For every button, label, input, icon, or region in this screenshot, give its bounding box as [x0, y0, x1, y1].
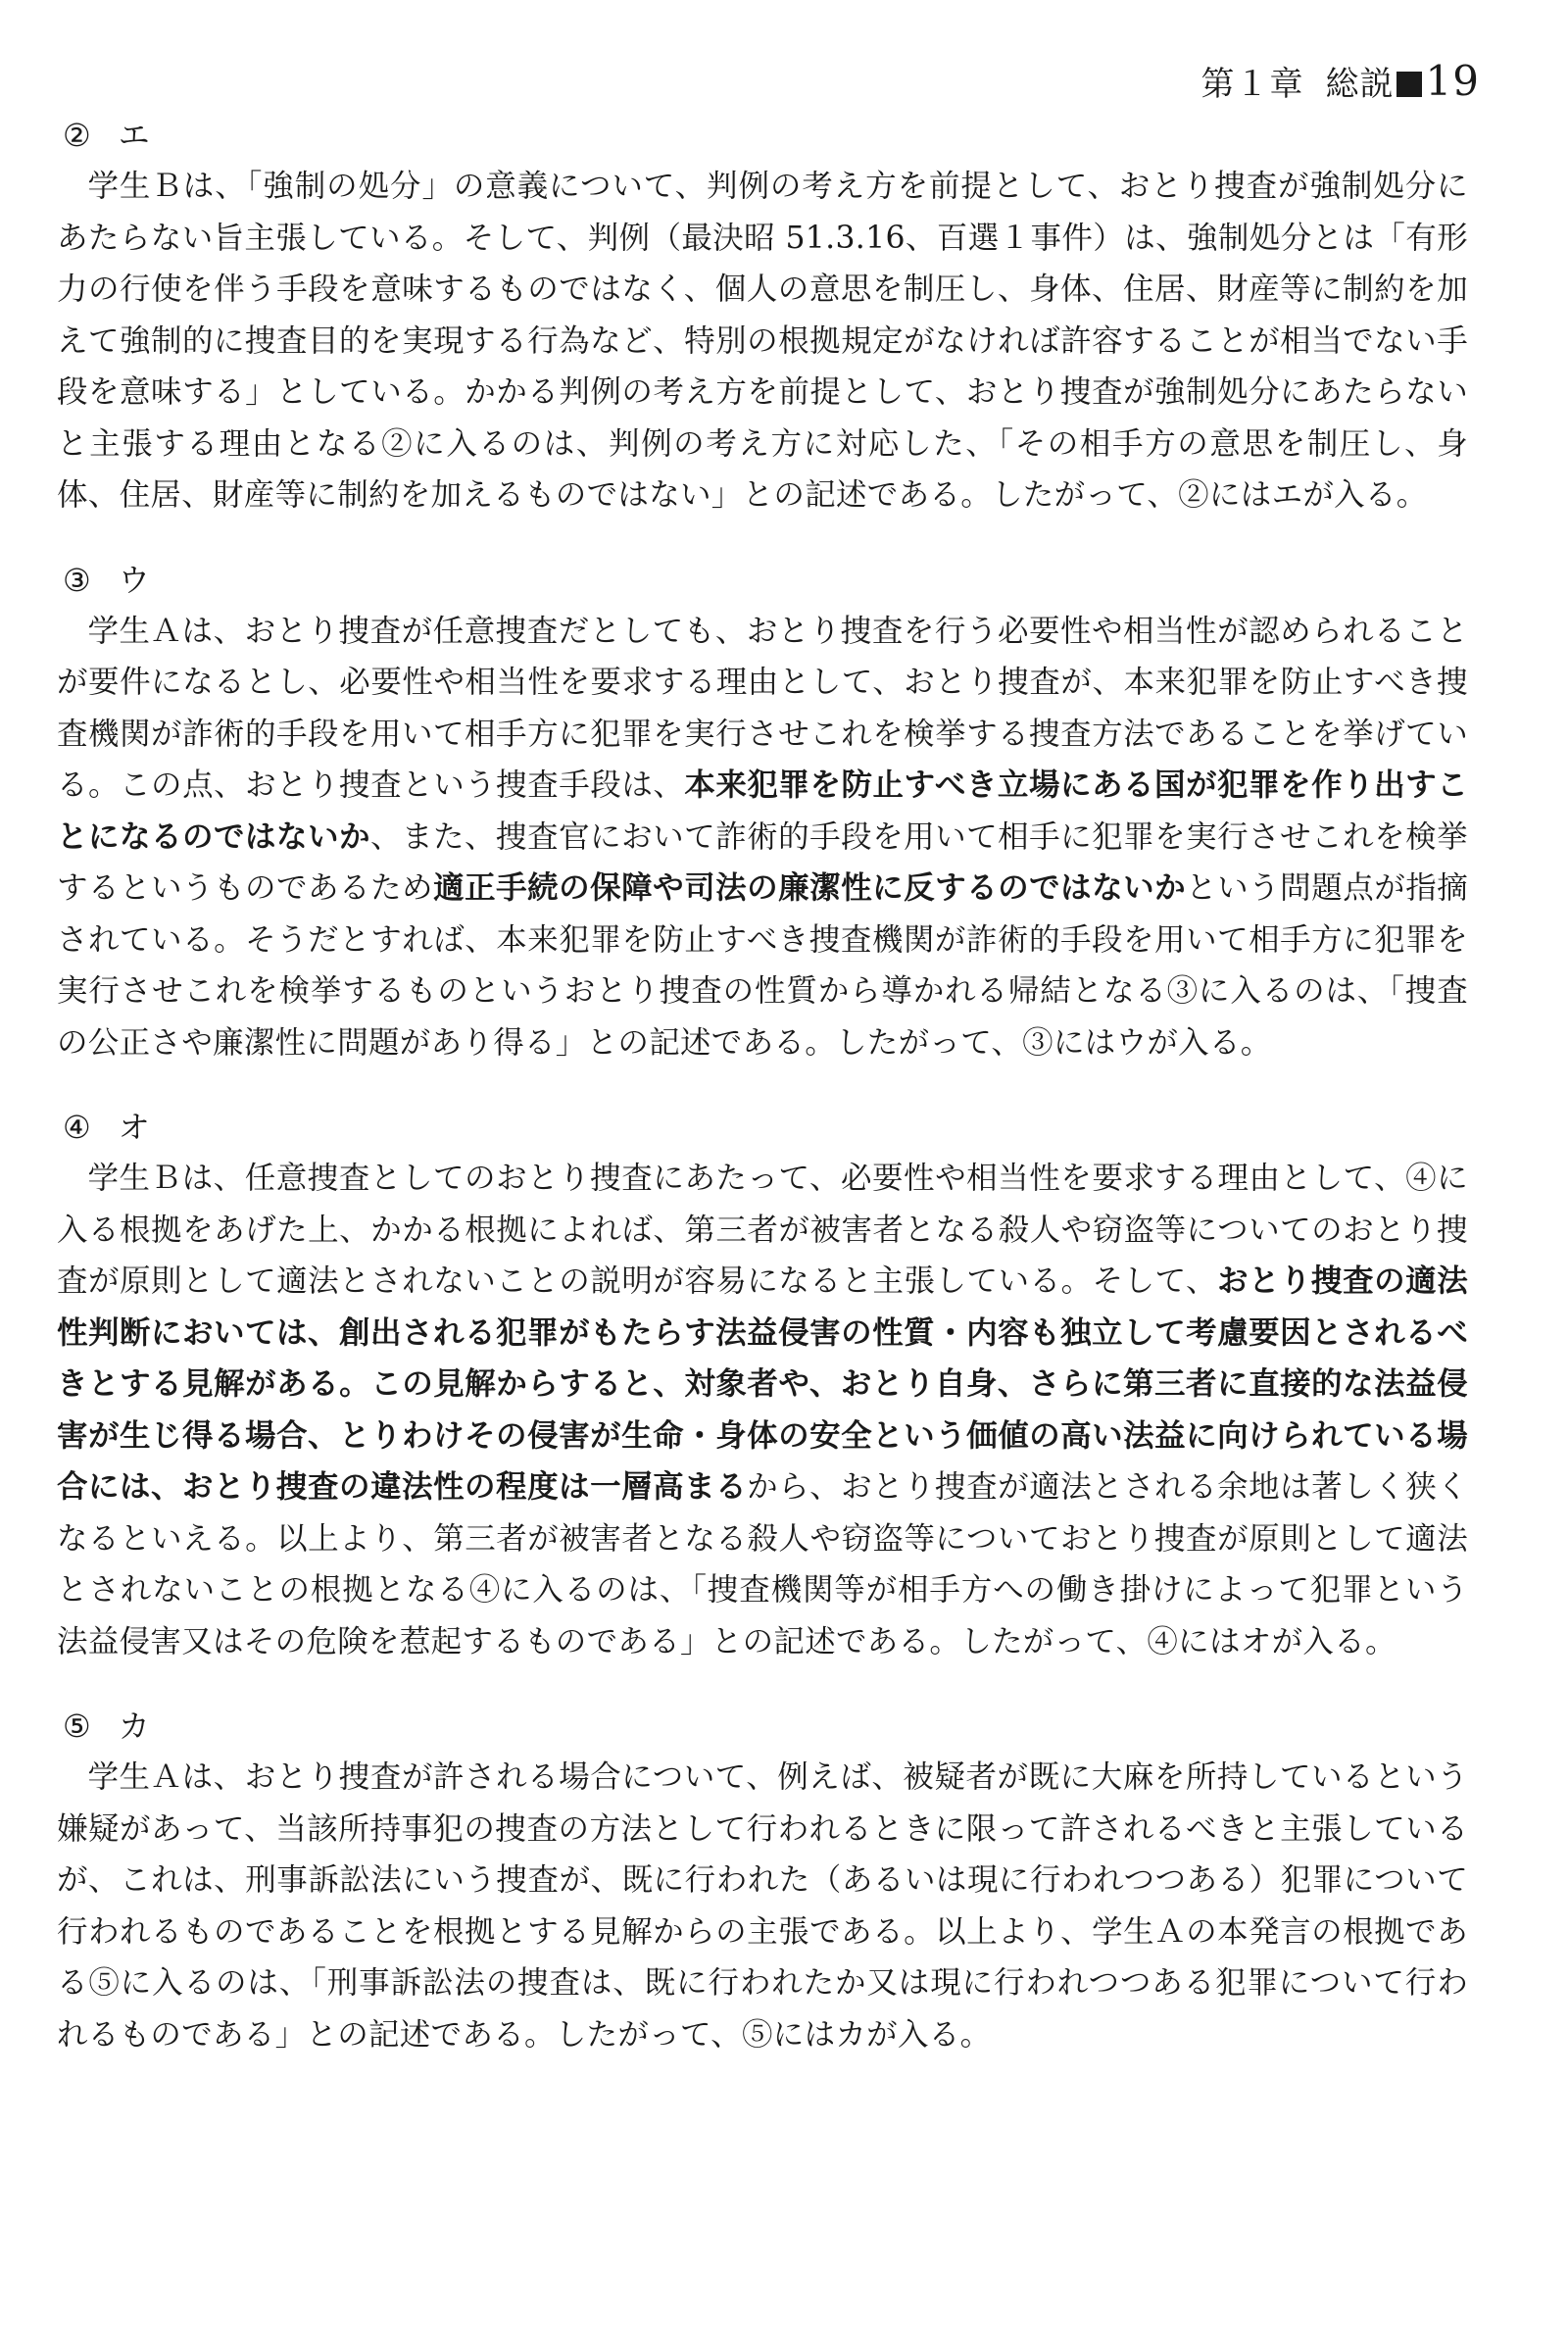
section-number: ④ — [63, 1109, 91, 1146]
section-answer: エ — [118, 117, 150, 154]
answer-section-5 — [57, 1701, 1468, 2060]
running-header — [1201, 57, 1480, 105]
page-number: 19 — [1425, 57, 1480, 105]
answer-section-4 — [57, 1102, 1468, 1667]
section-answer: ウ — [118, 561, 150, 599]
section-number: ⑤ — [63, 1708, 91, 1745]
emphasized-text: 本来犯罪を防止すべき立場にある国が犯罪を作り出すことになるのではないか — [57, 767, 1468, 855]
answer-section-3 — [57, 555, 1468, 1069]
text-segment: 、また、捜査官において詐術的手段を用いて相手に犯罪を実行させこれを検挙するというものであるため — [57, 818, 1468, 906]
section-number: ② — [63, 117, 91, 154]
text-segment: から、おとり捜査が適法とされる余地は著しく狭くなるといえる。以上より、第三者が被害者となる殺人や窃盗等についておとり捜査が原則として適法とされないことの根拠となる④に入るのは、「捜査機関等が相手方への働き掛けによって犯罪という法益侵害又はその危険を惹起するものである」との記述である。したがって、④にはオが入る。 — [57, 1469, 1469, 1659]
section-heading — [63, 110, 1468, 161]
text-segment: 学生Ａは、おとり捜査が許される場合について、例えば、被疑者が既に大麻を所持しているという嫌疑があって、当該所持事犯の捜査の方法として行われるときに限って許されるべきと主張しているが、これは、刑事訴訟法にいう捜査が、既に行われた（あるいは現に行われつつある）犯罪について行われるものであることを根拠とする見解からの主張である。以上より、学生Ａの本発言の根拠である⑤に入るのは、「刑事訴訟法の捜査は、既に行われたか又は現に行われつつある犯罪について行われるものである」との記述である。したがって、⑤にはカが入る。 — [57, 1759, 1468, 2053]
section-answer: オ — [118, 1109, 150, 1146]
section-answer: カ — [118, 1708, 150, 1745]
text-segment: 学生Ｂは、「強制の処分」の意義について、判例の考え方を前提として、おとり捜査が強制処分にあたらない旨主張している。そして、判例（最決昭 51.3.16、百選１事件）は、強制処分とは「有形力の行使を伴う手段を意味するものではなく、個人の意思を制圧し、身体、住居、財産等に制約を加えて強制的に捜査目的を実現する行為など、特別の根拠規定がなければ許容することが相当でない手段を意味する」としている。かかる判例の考え方を前提として、おとり捜査が強制処分にあたらないと主張する理由となる②に入るのは、判例の考え方に対応した、「その相手方の意思を制圧し、身体、住居、財産等に制約を加えるものではない」との記述である。したがって、②にはエが入る。 — [57, 169, 1468, 513]
chapter-title: 総説 — [1325, 65, 1395, 104]
text-segment: という問題点が指摘されている。そうだとすれば、本来犯罪を防止すべき捜査機関が詐術的手段を用いて相手方に犯罪を実行させこれを検挙するものというおとり捜査の性質から導かれる帰結となる③に入るのは、「捜査の公正さや廉潔性に問題があり得る」との記述である。したがって、③にはウが入る。 — [57, 870, 1469, 1061]
chapter-label: 第１章 — [1200, 65, 1304, 104]
explanation-paragraph — [57, 606, 1468, 1069]
document-body — [57, 110, 1468, 2094]
explanation-paragraph — [57, 1153, 1468, 1667]
section-heading — [63, 555, 1468, 606]
text-segment: 学生Ｂは、任意捜査としてのおとり捜査にあたって、必要性や相当性を要求する理由として、④に入る根拠をあげた上、かかる根拠によれば、第三者が被害者となる殺人や窃盗等についてのおとり捜査が原則として適法とされないことの説明が容易になると主張している。そして、 — [57, 1161, 1468, 1299]
emphasized-text: 適正手続の保障や司法の廉潔性に反するのではないか — [433, 870, 1187, 906]
emphasized-text: おとり捜査の適法性判断においては、創出される犯罪がもたらす法益侵害の性質・内容も独立して考慮要因とされるべきとする見解がある。この見解からすると、対象者や、おとり自身、さらに第三者に直接的な法益侵害が生じ得る場合、とりわけその侵害が生命・身体の安全という価値の高い法益に向けられている場合には、おとり捜査の違法性の程度は一層高まる — [57, 1263, 1468, 1505]
section-heading — [63, 1701, 1468, 1752]
square-bullet-icon — [1396, 72, 1422, 97]
section-number: ③ — [63, 561, 91, 599]
text-segment: 学生Ａは、おとり捜査が任意捜査だとしても、おとり捜査を行う必要性や相当性が認められることが要件になるとし、必要性や相当性を要求する理由として、おとり捜査が、本来犯罪を防止すべき捜査機関が詐術的手段を用いて相手方に犯罪を実行させこれを検挙する捜査方法であることを挙げている。この点、おとり捜査という捜査手段は、 — [57, 613, 1468, 803]
answer-section-2 — [57, 110, 1468, 521]
explanation-paragraph — [57, 1752, 1468, 2060]
section-heading — [63, 1102, 1468, 1153]
explanation-paragraph — [57, 161, 1468, 521]
